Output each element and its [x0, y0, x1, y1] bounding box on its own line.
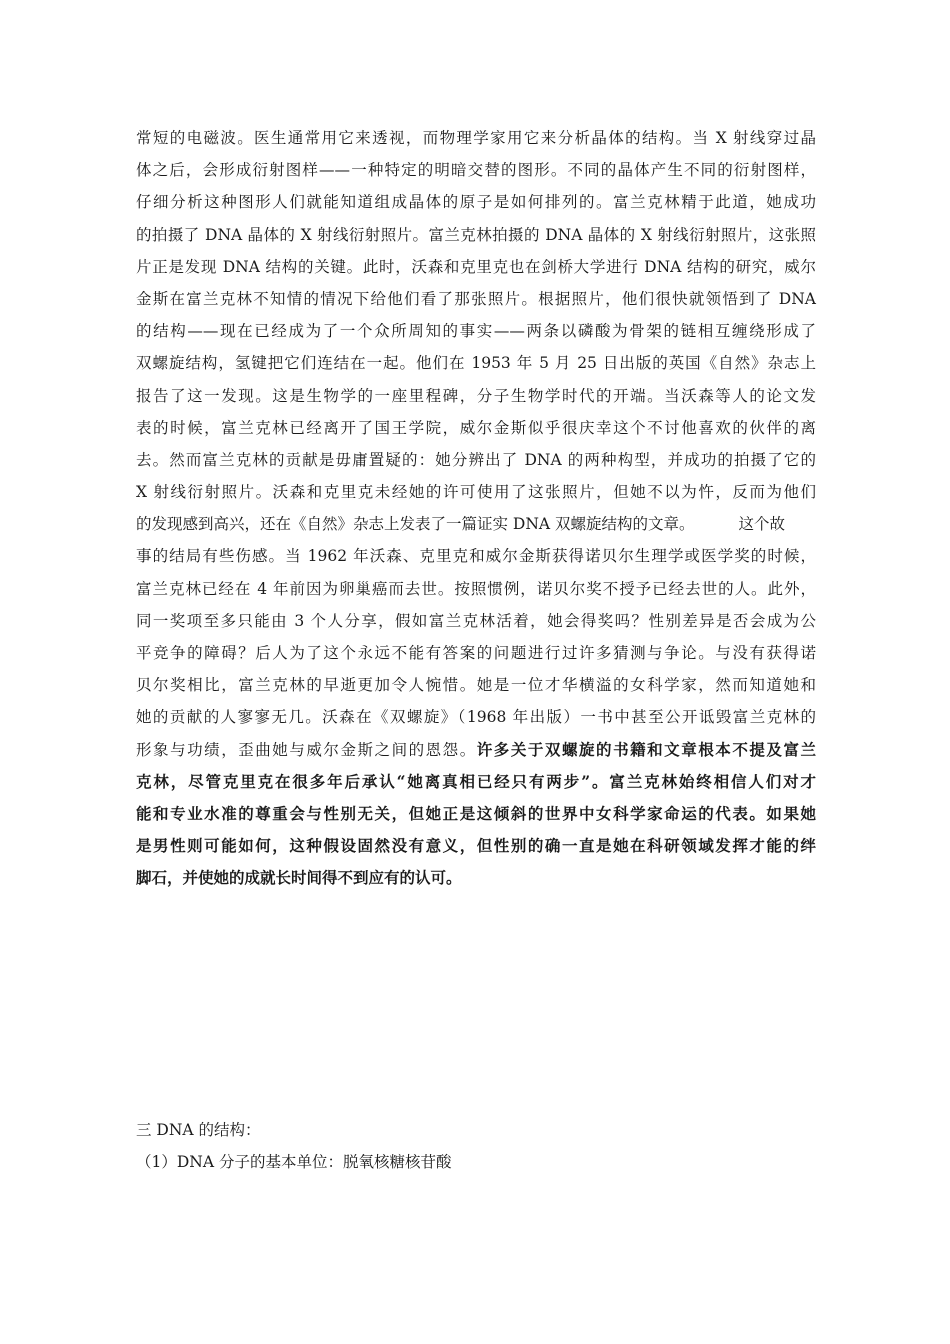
paragraph-line: 片正是发现 DNA 结构的关键。此时，沃森和克里克也在剑桥大学进行 DNA 结构的研究，威尔	[136, 257, 816, 276]
section-heading: 三 DNA 的结构：	[136, 1121, 261, 1139]
paragraph-line: 仔细分析这种图形人们就能知道组成晶体的原子是如何排列的。富兰克林精于此道，她成功	[136, 193, 816, 212]
paragraph-line	[136, 508, 816, 540]
emphasis-line: 是男性则可能如何，这种假设固然没有意义，但性别的确一直是她在科研领域发挥才能的绊	[136, 836, 816, 856]
paragraph-line	[136, 734, 816, 766]
paragraph-line: 的拍摄了 DNA 晶体的 X 射线衍射照片。富兰克林拍摄的 DNA 晶体的 X 射线衍射照片，这张照	[136, 225, 816, 244]
emphasis-line: 能和专业水准的尊重会与性别无关，但她正是这倾斜的世界中女科学家命运的代表。如果她	[136, 803, 816, 823]
paragraph-line: 去。然而富兰克林的贡献是毋庸置疑的：她分辨出了 DNA 的两种构型，并成功的拍摄了它的	[136, 450, 816, 469]
paragraph-line: 平竞争的障碍？后人为了这个永远不能有答案的问题进行过许多猜测与争论。与没有获得诺	[136, 644, 816, 662]
emphasis-line: 克林，尽管克里克在很多年后承认“她离真相已经只有两步”。富兰克林始终相信人们对才	[136, 771, 816, 791]
paragraph-line: 她的贡献的人寥寥无几。沃森在《双螺旋》（1968 年出版）一书中甚至公开诋毁富兰克林的	[136, 708, 816, 727]
section-list-item: （1）DNA 分子的基本单位：脱氧核糖核苷酸	[136, 1153, 452, 1171]
paragraph-line: 同一奖项至多只能由 3 个人分享，假如富兰克林活着，她会得奖吗？性别差异是否会成为公	[136, 611, 816, 630]
paragraph-line: 的结构——现在已经成为了一个众所周知的事实——两条以磷酸为骨架的链相互缠绕形成了	[136, 322, 816, 341]
paragraph-line-text: 的发现感到高兴，还在《自然》杂志上发表了一篇证实 DNA 双螺旋结构的文章。	[136, 515, 695, 534]
body-paragraph	[136, 122, 816, 895]
paragraph-line: 常短的电磁波。医生通常用它来透视，而物理学家用它来分析晶体的结构。当 X 射线穿过晶	[136, 129, 816, 147]
paragraph-line-text: 形象与功绩，歪曲她与威尔金斯之间的恩怨。	[136, 740, 477, 759]
paragraph-line: 表的时候，富兰克林已经离开了国王学院，威尔金斯似乎很庆幸这个不讨他喜欢的伙伴的离	[136, 418, 816, 437]
paragraph-line: 事的结局有些伤感。当 1962 年沃森、克里克和威尔金斯获得诺贝尔生理学或医学奖的时候，	[136, 547, 816, 566]
emphasis-line: 脚石，并使她的成就长时间得不到应有的认可。	[136, 868, 462, 888]
paragraph-line-tail: 这个故	[738, 515, 786, 534]
paragraph-line: 富兰克林已经在 4 年前因为卵巢癌而去世。按照惯例，诺贝尔奖不授予已经去世的人。此外，	[136, 579, 816, 598]
paragraph-line: 贝尔奖相比，富兰克林的早逝更加令人惋惜。她是一位才华横溢的女科学家，然而知道她和	[136, 676, 816, 695]
paragraph-line: 双螺旋结构，氢键把它们连结在一起。他们在 1953 年 5 月 25 日出版的英国《自然》杂志上	[136, 354, 816, 373]
paragraph-line: X 射线衍射照片。沃森和克里克未经她的许可使用了这张照片，但她不以为忤，反而为他们	[136, 483, 816, 502]
paragraph-line: 金斯在富兰克林不知情的情况下给他们看了那张照片。根据照片，他们很快就领悟到了 DNA	[136, 289, 816, 308]
emphasis-text: 许多关于双螺旋的书籍和文章根本不提及富兰	[476, 739, 816, 759]
paragraph-line: 体之后，会形成衍射图样——一种特定的明暗交替的图形。不同的晶体产生不同的衍射图样，	[136, 161, 816, 180]
paragraph-line: 报告了这一发现。这是生物学的一座里程碑，分子生物学时代的开端。当沃森等人的论文发	[136, 386, 816, 405]
